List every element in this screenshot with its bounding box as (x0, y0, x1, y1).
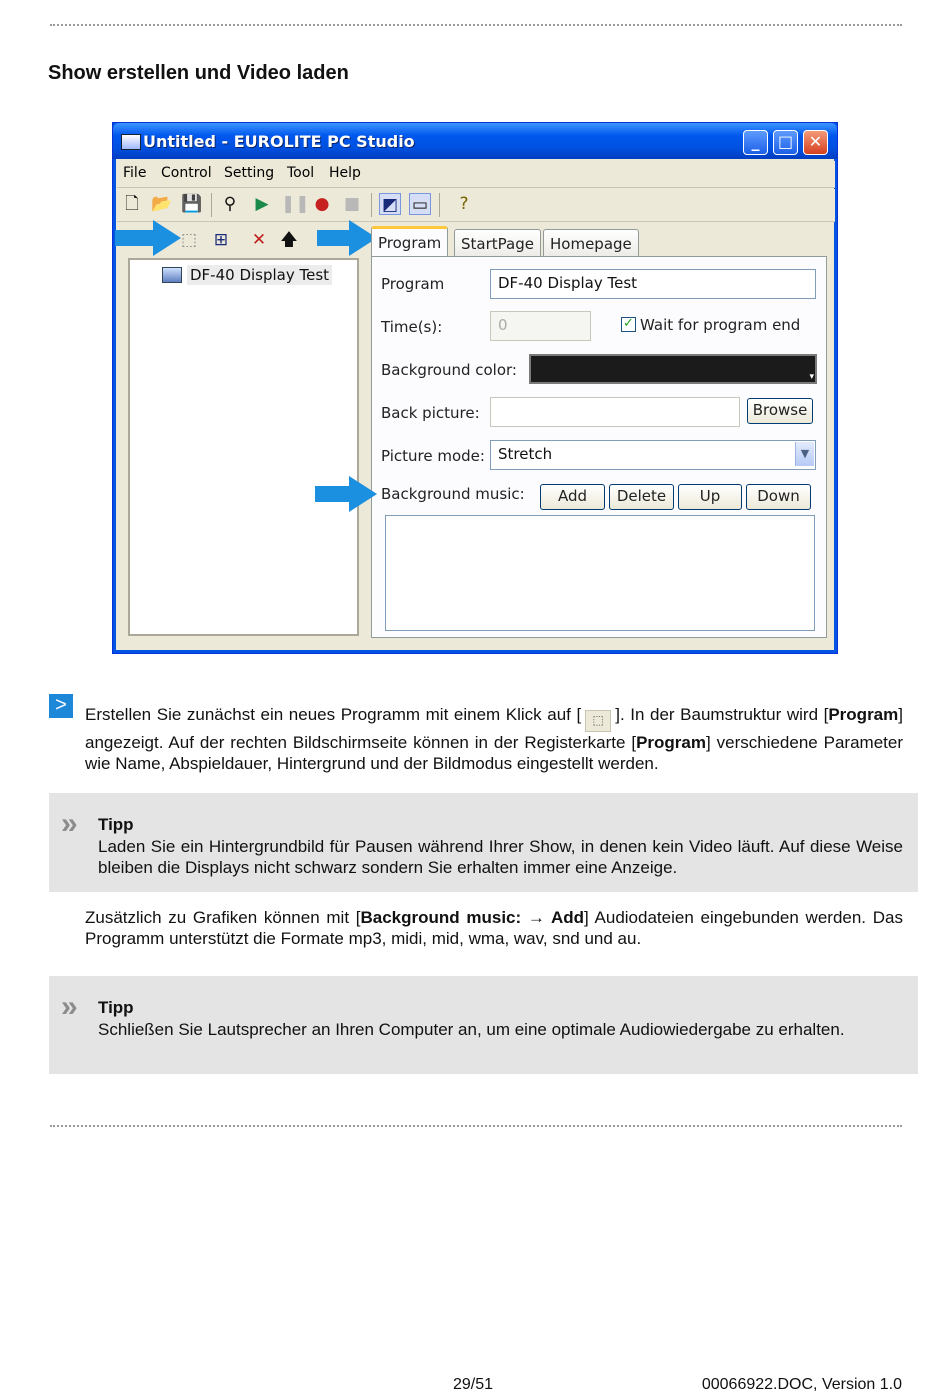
music-list[interactable] (385, 515, 815, 631)
tree-item-label: DF-40 Display Test (187, 265, 332, 285)
step-marker-icon: > (49, 694, 73, 718)
tip-title: Tipp (98, 815, 134, 834)
new-program-icon[interactable]: ⬚ (180, 230, 198, 250)
tip-text: Laden Sie ein Hintergrundbild für Pausen während Ihrer Show, in denen kein Video läuft. Auf diese Weise bleiben die Displays nicht schwarz sondern Sie erhalten immer eine Anzeige. (98, 837, 903, 877)
tip-box (49, 976, 918, 1074)
delete-button[interactable]: Delete (609, 484, 674, 510)
time-field[interactable]: 0 (490, 311, 591, 341)
app-screenshot (112, 122, 838, 654)
program-icon (162, 267, 182, 283)
help-icon[interactable]: ? (459, 194, 469, 214)
menu-bar (117, 161, 835, 188)
tip-box (49, 793, 918, 892)
down-button[interactable]: Down (746, 484, 811, 510)
up-arrow-icon[interactable]: 🡅 (280, 230, 298, 250)
pause-icon[interactable]: ❚❚ (281, 194, 310, 214)
menu-setting[interactable]: Setting (224, 165, 275, 181)
top-divider (50, 24, 902, 26)
screen-icon[interactable]: ◩ (379, 193, 401, 215)
menu-tool[interactable]: Tool (287, 165, 315, 181)
bottom-divider (50, 1125, 902, 1127)
toolbar-separator (211, 193, 212, 217)
up-button[interactable]: Up (678, 484, 742, 510)
bg-color-label: Background color: (381, 361, 517, 379)
program-name-field[interactable]: DF-40 Display Test (490, 269, 816, 299)
add-button[interactable]: Add (540, 484, 605, 510)
double-chevron-icon: » (61, 990, 70, 1023)
save-icon[interactable]: 💾 (181, 194, 203, 214)
close-button[interactable]: ✕ (803, 130, 828, 155)
wait-checkbox[interactable]: ✓ (621, 317, 636, 332)
double-chevron-icon: » (61, 807, 70, 840)
tip-text: Schließen Sie Lautsprecher an Ihren Computer an, um eine optimale Audiowiedergabe zu erhalten. (98, 1020, 845, 1039)
picture-mode-label: Picture mode: (381, 447, 485, 465)
tab-homepage[interactable]: Homepage (543, 229, 639, 257)
toolbar-separator (439, 193, 440, 217)
new-program-icon: ⬚ (585, 710, 611, 732)
back-picture-label: Back picture: (381, 404, 480, 422)
bg-color-picker[interactable] (529, 354, 817, 384)
tree-item[interactable] (162, 264, 332, 286)
program-label: Program (381, 275, 445, 293)
tip-title: Tipp (98, 998, 134, 1017)
tab-program[interactable]: Program (371, 226, 448, 256)
dropdown-arrow-icon: ▾ (809, 372, 814, 382)
browse-button[interactable]: Browse (747, 398, 813, 424)
back-picture-field[interactable] (490, 397, 740, 427)
window-title: Untitled - EUROLITE PC Studio (143, 132, 415, 151)
bg-music-label: Background music: (381, 485, 525, 503)
app-icon (121, 134, 141, 150)
new-file-icon[interactable]: 🗋 (125, 194, 139, 214)
record-icon[interactable]: ● (314, 194, 330, 214)
open-folder-icon[interactable]: 📂 (151, 194, 173, 214)
chevron-down-icon: ▼ (795, 442, 814, 466)
table-icon[interactable]: ⊞ (213, 230, 229, 250)
picture-mode-value: Stretch (498, 445, 553, 463)
window-titlebar (113, 123, 837, 159)
minimize-button[interactable]: _ (743, 130, 768, 155)
toolbar-separator (371, 193, 372, 217)
section-title: Show erstellen und Video laden (48, 62, 349, 84)
picture-mode-select[interactable] (490, 440, 816, 470)
menu-file[interactable]: File (123, 165, 147, 181)
window-icon[interactable]: ▭ (409, 193, 431, 215)
time-label: Time(s): (381, 318, 443, 336)
maximize-button[interactable]: □ (773, 130, 798, 155)
instruction-paragraph: Erstellen Sie zunächst ein neues Programm mit einem Klick auf [ ⬚ ]. In der Baumstruktur wird [Program] angezeigt. Auf der rechten Bildschirmseite können in der Registerkarte [Program] verschiedene Parameter wie Name, Abspieldauer, Hintergrund und der Bildmodus eingestellt werden. (85, 705, 903, 773)
search-icon[interactable]: ⚲ (223, 194, 237, 214)
document-version: 00066922.DOC, Version 1.0 (701, 1376, 902, 1393)
play-icon[interactable]: ▶ (255, 194, 269, 214)
audio-paragraph: Zusätzlich zu Grafiken können mit [Background music: → Add] Audiodateien eingebunden werden. Das Programm unterstützt die Formate mp3, midi, mid, wma, wav, snd und au. (85, 908, 903, 948)
tab-startpage[interactable]: StartPage (454, 229, 541, 257)
wait-label: Wait for program end (640, 316, 801, 334)
stop-icon[interactable]: ■ (343, 194, 361, 214)
menu-help[interactable]: Help (329, 165, 361, 181)
menu-control[interactable]: Control (161, 165, 212, 181)
main-toolbar (117, 189, 835, 222)
program-tree (128, 258, 359, 636)
page-number: 29/51 (453, 1376, 494, 1393)
delete-icon[interactable]: ✕ (251, 230, 267, 250)
